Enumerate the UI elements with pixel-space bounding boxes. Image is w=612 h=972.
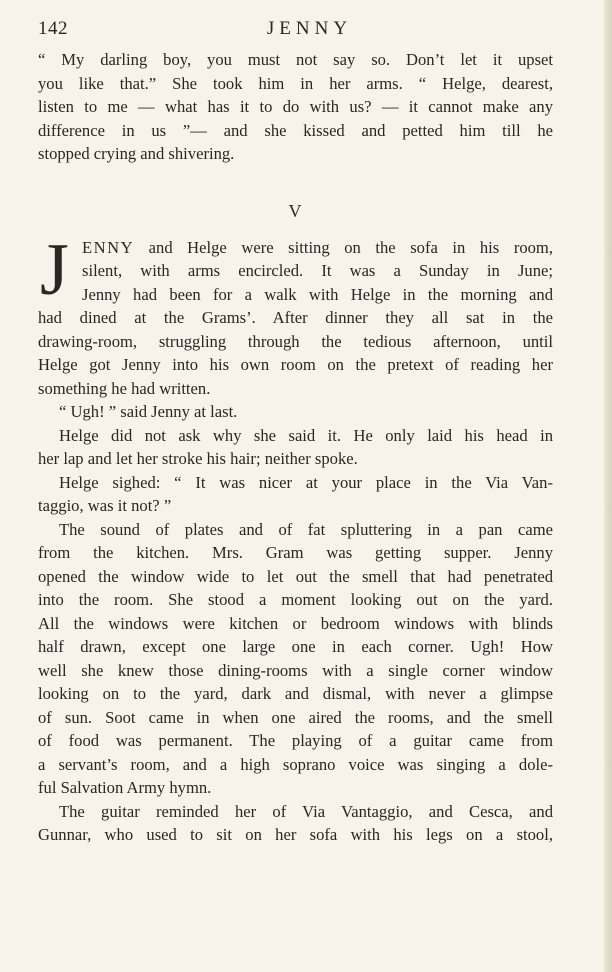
- text-line: of food was permanent. The playing of a guitar came from: [38, 731, 553, 750]
- text-line: her lap and let her stroke his hair; neither spoke.: [38, 449, 358, 468]
- text-line: well she knew those dining-rooms with a single corner window: [38, 660, 553, 680]
- text-line: Helge sighed: “ It was nicer at your place in the Via Van-: [59, 472, 553, 492]
- chapter-opening: [38, 228, 553, 401]
- text-line: drawing-room, struggling through the tedious afternoon, until: [38, 331, 553, 351]
- text-line: half drawn, except one large one in each corner. Ugh! How: [38, 637, 553, 656]
- text-line: Jenny had been for a walk with Helge in the morning and: [82, 284, 553, 304]
- text-line: into the room. She stood a moment looking out on the yard.: [38, 590, 553, 609]
- text-line: from the kitchen. Mrs. Gram was getting supper. Jenny: [38, 543, 553, 562]
- text-line: Gunnar, who used to sit on her sofa with his legs on a stool,: [38, 825, 553, 844]
- text-line: “ My darling boy, you must not say so. Don’t let it upset: [38, 50, 553, 69]
- text-line: looking on to the yard, dark and dismal, with never a glimpse: [38, 684, 553, 703]
- running-title: JENNY: [266, 18, 353, 39]
- text-line: The sound of plates and of fat spluttering in a pan came: [59, 519, 553, 539]
- text-line: taggio, was it not? ”: [38, 496, 172, 515]
- text-line: had dined at the Grams’. After dinner they all sat in the: [38, 308, 553, 327]
- small-caps-word: ENNY: [82, 237, 135, 257]
- text-line: opened the window wide to let out the smell that had penetrated: [38, 566, 553, 586]
- body-text: [38, 48, 553, 847]
- text-line: “ Ugh! ” said Jenny at last.: [59, 402, 238, 421]
- page-number: 142: [38, 18, 68, 39]
- text-line: The guitar reminded her of Via Vantaggio, and Cesca, and: [59, 801, 553, 821]
- text-line: ful Salvation Army hymn.: [38, 778, 212, 797]
- paragraph: [38, 800, 553, 847]
- paragraph: [38, 228, 553, 401]
- drop-cap: J: [40, 228, 69, 311]
- line-rest: and Helge were sitting on the sofa in his room,: [134, 237, 553, 257]
- text-line: stopped crying and shivering.: [38, 144, 235, 163]
- paragraph: [38, 48, 553, 166]
- paragraph: [38, 471, 553, 518]
- text-line: silent, with arms encircled. It was a Sunday in June;: [82, 261, 553, 280]
- text-line: Helge got Jenny into his own room on the pretext of reading her: [38, 355, 553, 374]
- text-line: something he had written.: [38, 378, 211, 398]
- paragraph: [38, 400, 553, 424]
- chapter-heading: V: [288, 200, 303, 221]
- text-line: difference in us ”— and she kissed and petted him till he: [38, 120, 553, 140]
- paragraph: [38, 518, 553, 800]
- text-line: of sun. Soot came in when one aired the rooms, and the smell: [38, 707, 553, 727]
- text-line: you like that.” She took him in her arms. “ Helge, dearest,: [38, 73, 553, 93]
- text-line: [38, 236, 553, 260]
- text-line: a servant’s room, and a high soprano voice was singing a dole-: [38, 754, 553, 774]
- running-head: [38, 18, 553, 44]
- text-line: listen to me — what has it to do with us? — it cannot make any: [38, 97, 553, 116]
- paragraph: [38, 424, 553, 471]
- text-line: All the windows were kitchen or bedroom windows with blinds: [38, 613, 553, 633]
- text-line: Helge did not ask why she said it. He only laid his head in: [59, 425, 553, 445]
- page-edge: [604, 0, 612, 972]
